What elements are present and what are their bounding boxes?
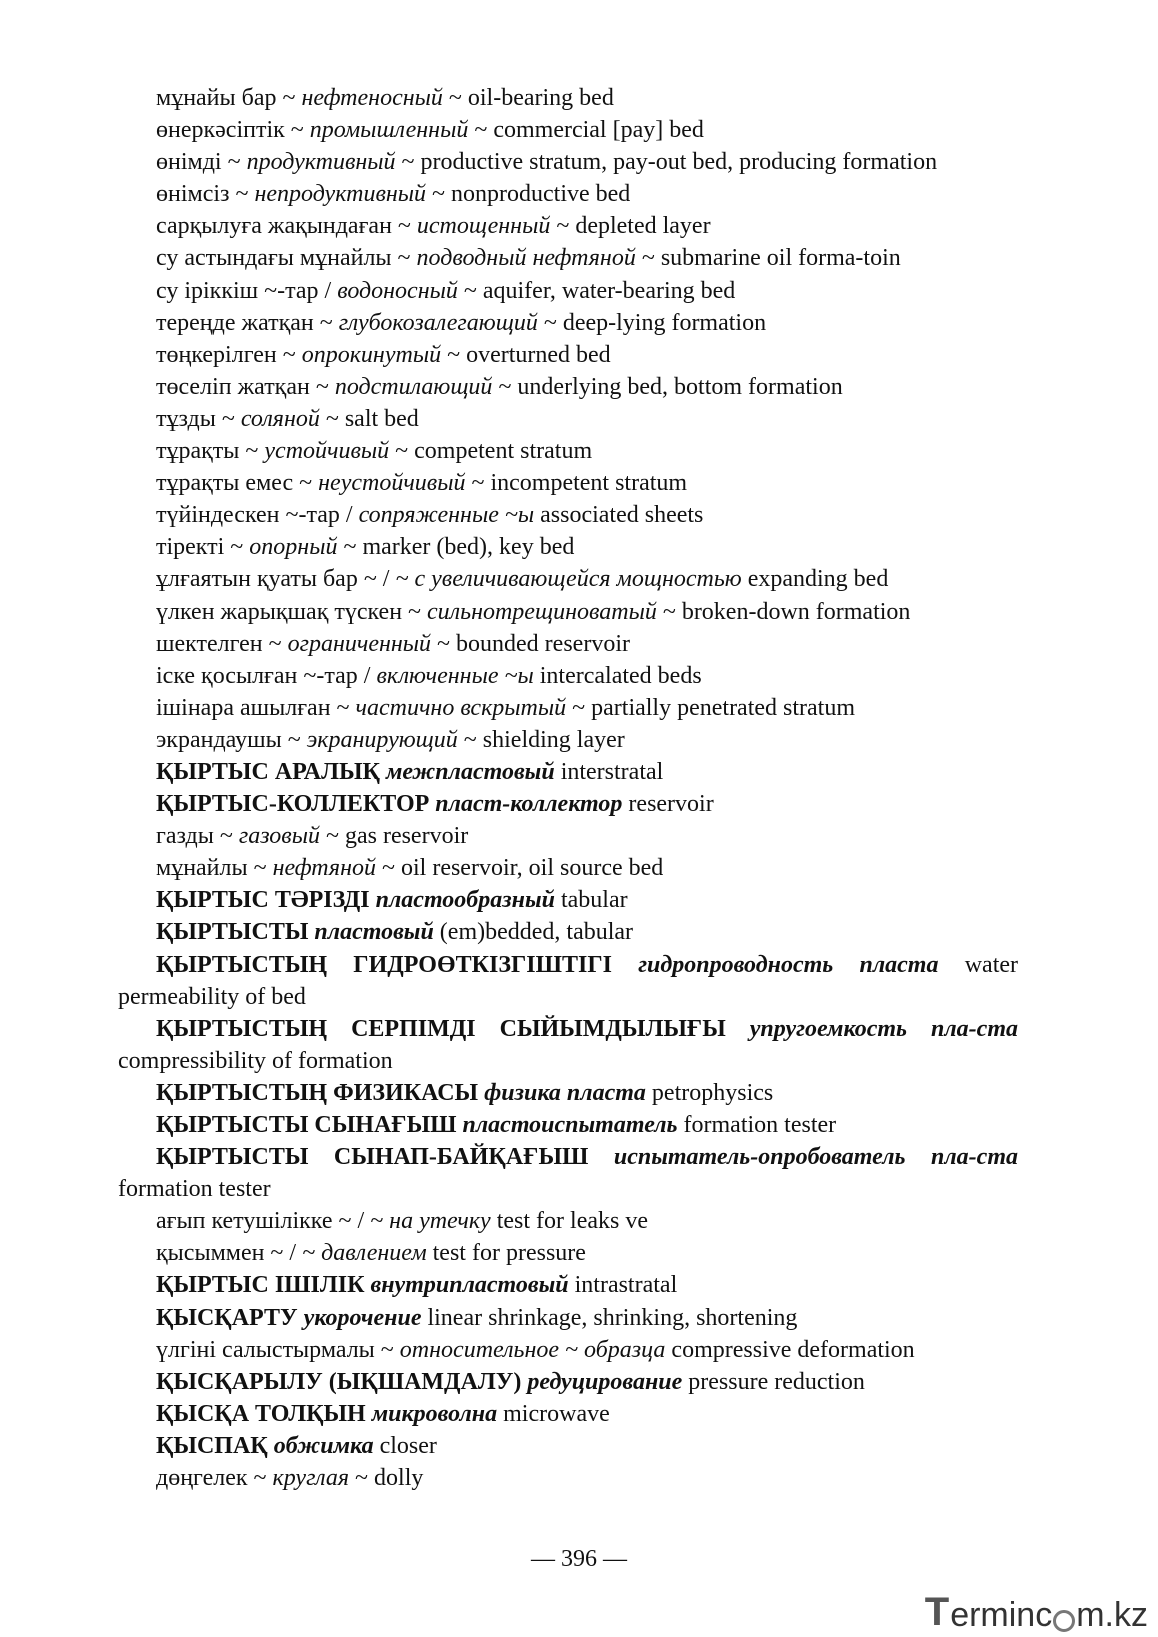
dictionary-entry (118, 307, 1018, 339)
dictionary-entry (118, 435, 1018, 467)
russian-term: продуктивный (246, 149, 396, 176)
russian-term: внутрипластовый (370, 1272, 569, 1299)
entry-text: pressure reduction (682, 1368, 865, 1395)
entry-text: үлкен жарықшақ түскен ~ (156, 598, 428, 625)
dictionary-entry (118, 499, 1018, 531)
dictionary-entry (118, 563, 1018, 595)
entry-text: өнеркәсіптік ~ (156, 117, 310, 144)
headword: ҚЫРТЫСТЫҢ ФИЗИКАСЫ (156, 1079, 485, 1106)
entry-text: тереңде жатқан ~ (156, 309, 339, 336)
russian-term: опрокинутый (301, 341, 442, 368)
russian-term: пластоиспытатель (462, 1112, 678, 1138)
russian-term: устойчивый (264, 438, 390, 465)
dictionary-entry (118, 114, 1018, 146)
russian-term: ограниченный (287, 630, 432, 657)
dictionary-entry (118, 1398, 1018, 1430)
entry-text: мұнайы бар ~ (156, 85, 302, 111)
entry-text: petrophysics (645, 1079, 774, 1106)
dictionary-entry (118, 1013, 1018, 1077)
dictionary-entry (118, 467, 1018, 499)
headword: ҚЫСПАҚ (156, 1432, 274, 1459)
dictionary-entry (118, 1462, 1018, 1494)
dictionary-entry (118, 852, 1018, 884)
entry-text: (em)bedded, tabular (433, 919, 634, 946)
entry-text: ~ deep-lying formation (537, 309, 767, 336)
entry-text: тұрақты ~ (156, 438, 265, 465)
russian-term: ~ с увеличивающейся мощностью (395, 566, 742, 593)
headword: ҚЫСҚАРЫЛУ (ЫҚШАМДАЛУ) (156, 1368, 528, 1395)
dictionary-entry (118, 82, 1018, 114)
entry-text: ~ marker (bed), key bed (337, 534, 575, 561)
entry-text: ~ competent stratum (389, 438, 593, 465)
entry-text: tabular (554, 887, 628, 914)
entry-text: ~ oil reservoir, oil source bed (376, 855, 664, 882)
entry-text: сарқылуға жақындаған ~ (156, 213, 417, 240)
russian-term: пласт-коллектор (435, 791, 623, 818)
russian-term: соляной (240, 405, 320, 432)
entry-text: ~ overturned bed (441, 341, 611, 368)
entry-text: ~ aquifer, water-bearing bed (457, 277, 736, 304)
russian-term: круглая (272, 1465, 350, 1492)
dictionary-entry (118, 949, 1018, 1013)
russian-term: опорный (249, 534, 338, 561)
dictionary-entry (118, 242, 1018, 274)
dictionary-entry (118, 820, 1018, 852)
entry-text: formation tester (118, 1176, 271, 1203)
dictionary-entry (118, 1077, 1018, 1109)
entry-text: ~ shielding layer (457, 726, 625, 753)
entry-text: ағып кетушілікке ~ / (156, 1208, 371, 1235)
entry-text: ~ productive stratum, pay-out bed, producing formation (395, 149, 938, 176)
entry-text: reservoir (622, 791, 714, 818)
dictionary-entry (118, 275, 1018, 307)
dictionary-entry (118, 596, 1018, 628)
russian-term: нефтеносный (301, 85, 443, 111)
entry-text: associated sheets (534, 502, 704, 529)
entry-text: дөңгелек ~ (156, 1465, 273, 1492)
headword: ҚЫРТЫСТЫ (156, 919, 315, 946)
russian-term: непродуктивный (254, 181, 427, 208)
entry-text: тіректі ~ (156, 534, 250, 561)
headword: ҚЫРТЫС ТӘРІЗДІ (156, 887, 376, 914)
russian-term: относительное ~ образца (399, 1336, 666, 1363)
russian-term: сопряженные ~ы (358, 502, 535, 529)
headword: ҚЫРТЫСТЫҢ ГИДРОӨТКІЗГІШТІГІ (156, 951, 639, 978)
dictionary-entry (118, 1237, 1018, 1269)
entry-text: төңкерілген ~ (156, 341, 302, 368)
entry-text: ~ partially penetrated stratum (566, 694, 856, 721)
russian-term: испытатель-опробователь пла-ста (613, 1144, 1018, 1171)
russian-term: укорочение (303, 1304, 422, 1331)
termincom-logo: T erminc m.kz (924, 1590, 1148, 1634)
dictionary-page (118, 82, 1018, 1494)
headword: ҚЫСҚАРТУ (156, 1304, 304, 1331)
entry-text: interstratal (554, 758, 664, 785)
russian-term: ~ давлением (302, 1240, 427, 1267)
russian-term: обжимка (273, 1432, 374, 1459)
dictionary-entry (118, 628, 1018, 660)
entry-text: түйіндескен ~-тар / (156, 502, 359, 529)
russian-term: истощенный (416, 213, 551, 240)
entry-text: ~ dolly (349, 1465, 424, 1492)
entry-text: intrastratal (568, 1272, 678, 1299)
entry-text: өнімді ~ (156, 149, 247, 176)
headword: ҚЫРТЫСТЫ СЫНАҒЫШ (156, 1112, 463, 1138)
entry-text: formation tester (677, 1112, 837, 1138)
dictionary-entry (118, 1334, 1018, 1366)
entry-text: ~ commercial [pay] bed (468, 117, 704, 144)
dictionary-entry (118, 210, 1018, 242)
russian-term: ~ на утечку (370, 1208, 491, 1235)
dictionary-entry (118, 884, 1018, 916)
headword: ҚЫРТЫС АРАЛЫҚ (156, 758, 386, 785)
dictionary-entry (118, 339, 1018, 371)
dictionary-entry (118, 1366, 1018, 1398)
dictionary-entry (118, 178, 1018, 210)
russian-term: глубокозалегающий (338, 309, 538, 336)
dictionary-entry (118, 146, 1018, 178)
dictionary-entry (118, 1141, 1018, 1205)
dictionary-entry (118, 788, 1018, 820)
russian-term: гидропроводность пласта (638, 951, 939, 978)
entry-text: ~ gas reservoir (319, 823, 469, 850)
entry-text: expanding bed (741, 566, 889, 593)
russian-term: пластовый (314, 919, 434, 946)
dictionary-entry (118, 1205, 1018, 1237)
entry-text: газды ~ (156, 823, 239, 850)
entry-text: test for leaks ve (490, 1208, 648, 1235)
entry-text: compressibility of formation (118, 1047, 393, 1074)
page-number: — 396 — (531, 1546, 627, 1572)
entry-text: intercalated beds (533, 662, 702, 689)
russian-term: включенные ~ы (376, 662, 534, 689)
russian-term: межпластовый (385, 758, 555, 785)
russian-term: пластообразный (375, 887, 555, 914)
entry-text: ұлғаятын қуаты бар ~ / (156, 566, 396, 593)
headword: ҚЫРТЫС ІШІЛІК (156, 1272, 371, 1299)
russian-term: промышленный (309, 117, 469, 144)
entry-text: test for pressure (426, 1240, 586, 1267)
entry-text: су іріккіш ~-тар / (156, 277, 338, 304)
dictionary-entry (118, 756, 1018, 788)
entry-text: су астындағы мұнайлы ~ (156, 245, 417, 272)
headword: ҚЫСҚА ТОЛҚЫН (156, 1400, 372, 1427)
headword: ҚЫРТЫСТЫ СЫНАП-БАЙҚАҒЫШ (156, 1144, 614, 1171)
entry-text: ~ salt bed (319, 405, 419, 432)
russian-term: физика пласта (484, 1079, 646, 1106)
russian-term: экранирующий (306, 726, 458, 753)
entry-text: үлгіні салыстырмалы ~ (156, 1336, 400, 1363)
entry-text: экрандаушы ~ (156, 726, 307, 753)
russian-term: подстилающий (334, 373, 493, 400)
entry-text: linear shrinkage, shrinking, shortening (421, 1304, 798, 1331)
dictionary-entry (118, 692, 1018, 724)
entry-text: өнімсіз ~ (156, 181, 255, 208)
dictionary-entry (118, 371, 1018, 403)
entry-text: ~ nonproductive bed (426, 181, 631, 208)
headword: ҚЫРТЫСТЫҢ СЕРПІМДІ СЫЙЫМДЫЛЫҒЫ (156, 1015, 750, 1042)
entry-text: шектелген ~ (156, 630, 288, 657)
dictionary-entry (118, 1269, 1018, 1301)
entry-text: ішінара ашылған ~ (156, 694, 356, 721)
dictionary-entry (118, 531, 1018, 563)
russian-term: сильнотрещиноватый (427, 598, 657, 625)
entry-text: ~ underlying bed, bottom formation (492, 373, 843, 400)
dictionary-entry (118, 1302, 1018, 1334)
dictionary-entry (118, 403, 1018, 435)
russian-term: водоносный (337, 277, 458, 304)
entry-text: тұрақты емес ~ (156, 470, 319, 497)
russian-term: нефтяной (272, 855, 376, 882)
entry-text: ~ broken-down formation (656, 598, 911, 625)
headword: ҚЫРТЫС-КОЛЛЕКТОР (156, 791, 436, 818)
russian-term: газовый (238, 823, 320, 850)
entry-text: төселіп жатқан ~ (156, 373, 335, 400)
entry-text: ~ bounded reservoir (431, 630, 630, 657)
entry-text: ~ depleted layer (550, 213, 711, 240)
dictionary-entry (118, 1109, 1018, 1141)
russian-term: неустойчивый (318, 470, 466, 497)
entry-text: closer (373, 1432, 437, 1459)
russian-term: подводный нефтяной (416, 245, 636, 272)
dictionary-entry (118, 1430, 1018, 1462)
dictionary-entry (118, 660, 1018, 692)
dictionary-entry (118, 724, 1018, 756)
russian-term: частично вскрытый (355, 694, 567, 721)
entry-text: ~ oil-bearing bed (442, 85, 614, 111)
entry-text: мұнайлы ~ (156, 855, 273, 882)
entry-text: тұзды ~ (156, 405, 241, 432)
entry-text: ~ submarine oil forma-toin (635, 245, 901, 272)
entry-text: water permeability of bed (118, 951, 1019, 1010)
entry-text: қысыммен ~ / (156, 1240, 303, 1267)
entry-text: іске қосылған ~-тар / (156, 662, 377, 689)
entry-text: compressive deformation (665, 1336, 915, 1363)
dictionary-entry (118, 916, 1018, 948)
russian-term: упругоемкость пла-ста (749, 1015, 1018, 1042)
russian-term: микроволна (371, 1400, 498, 1427)
entry-text: ~ incompetent stratum (465, 470, 688, 497)
russian-term: редуцирование (527, 1368, 683, 1395)
entry-text: microwave (497, 1400, 610, 1427)
